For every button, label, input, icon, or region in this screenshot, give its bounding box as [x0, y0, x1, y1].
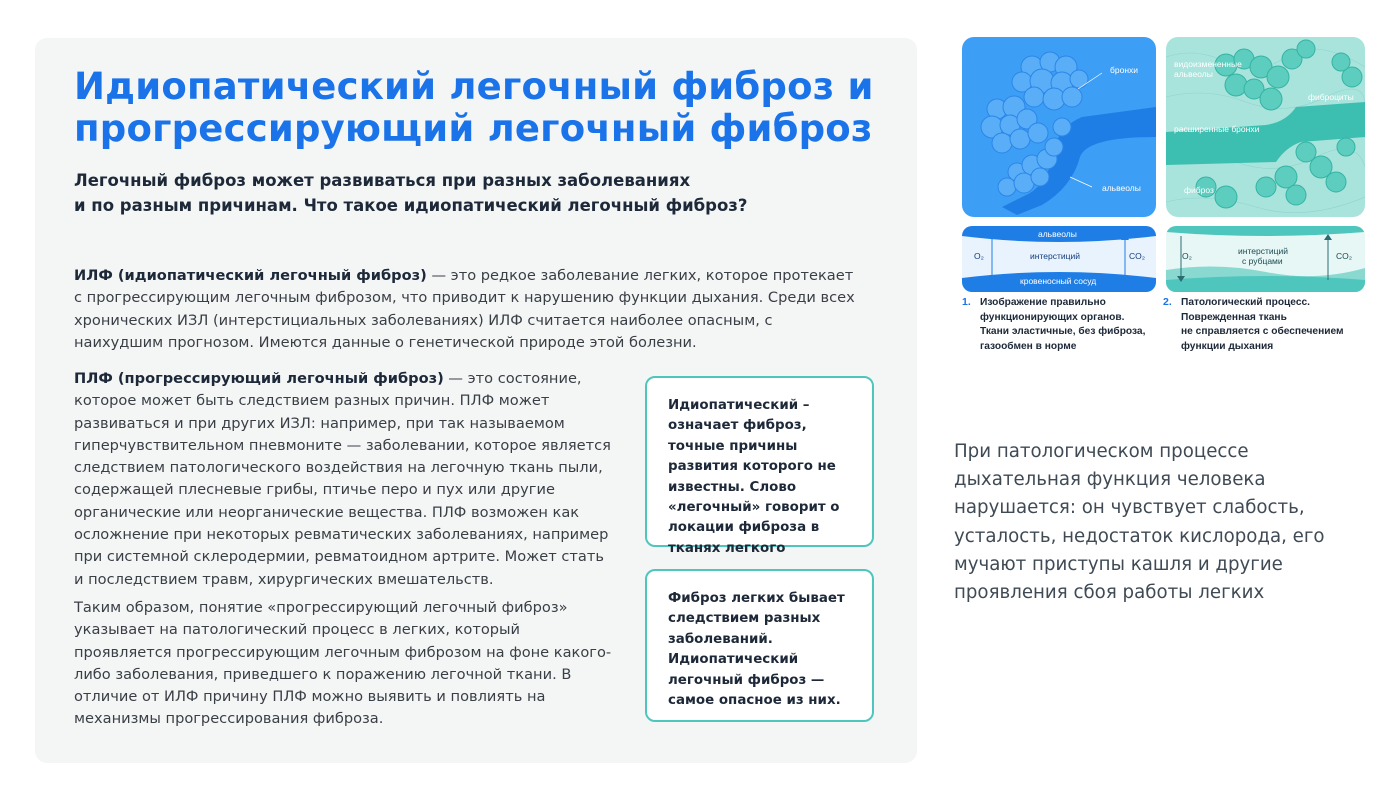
healthy-lung-illustration [962, 37, 1156, 217]
caption-2-line-2: Поврежденная ткань [1181, 311, 1287, 323]
label-cross-o2: O₂ [974, 251, 984, 261]
symptoms-text: При патологическом процессе дыхательная функция человека нарушается: он чувствует слабость, усталость, недостаток кислорода, его мучают приступы кашля и другие проявления сбоя работы легких [954, 441, 1325, 604]
page-subtitle [74, 168, 794, 218]
plf-term: ПЛФ (прогрессирующий легочный фиброз) [74, 370, 444, 387]
label-bronchi: бронхи [1110, 65, 1139, 75]
subtitle-line-1: Легочный фиброз может развиваться при разных заболеваниях [74, 171, 691, 190]
label-cross-vessel: кровеносный сосуд [1020, 276, 1097, 286]
label-cross-pathology-o2: O₂ [1182, 251, 1192, 261]
callout-fibrosis-causes: Фиброз легких бывает следствием разных заболеваний. Идиопатический легочный фиброз — самое опасное из них. [645, 569, 874, 722]
ilf-text: — это редкое заболевание легких, которое протекает с прогрессирующим легочным фиброзом, что приводит к нарушению функции дыхания. Среди всех хронических ИЗЛ (интерстициальных заболеваниях) ИЛФ считается наиболее опасным, с наихудшим прогнозом. Имеются данные о генетической природе этой болезни. [74, 267, 855, 351]
healthy-cross-section [962, 226, 1156, 292]
label-fibrocytes: фиброциты [1308, 92, 1354, 102]
caption-1-line-3: Ткани эластичные, без фиброза, [980, 326, 1146, 338]
plf-text: — это состояние, которое может быть следствием разных причин. ПЛФ может развиваться и при других ИЗЛ: например, при так называемом гиперчувствительном пневмоните — заболевании, которое является следствием патологического воздействия на легочную ткань пыли, содержащей плесневые грибы, птичье перо и пух или другие органические или неорганические вещества. ПЛФ возможен как осложнение при некоторых ревматических заболеваниях, например при системной склеродермии, ревматоидном артрите. Может стать и последствием травм, хирургических вмешательств. [74, 370, 611, 588]
caption-2-line-1: Патологический процесс. [1181, 297, 1310, 308]
caption-2-number: 2. [1163, 296, 1172, 308]
label-fibrosis: фиброз [1184, 185, 1214, 195]
caption-1-line-2: функционирующих органов. [980, 311, 1125, 323]
page-title: Идиопатический легочный фиброз и прогрессирующий легочный фиброз [74, 65, 874, 150]
label-cross-interstitium: интерстиций [1030, 251, 1080, 261]
label-alveoli: альвеолы [1102, 183, 1141, 193]
label-cross-co2: CO₂ [1129, 251, 1146, 261]
subtitle-line-2: и по разным причинам. Что такое идиопатический легочный фиброз? [74, 196, 748, 215]
callout-idiopathic: Идиопатический – означает фиброз, точные причины развития которого не известны. Слово «легочный» говорит о локации фиброза в тканях легкого [645, 376, 874, 547]
plf-paragraph [74, 368, 614, 591]
label-modified-alveoli-2: альвеолы [1174, 69, 1213, 79]
caption-2 [1181, 296, 1366, 354]
pathology-cross-section [1166, 226, 1365, 292]
caption-2-line-4: функции дыхания [1181, 340, 1274, 352]
caption-1-line-4: газообмен в норме [980, 340, 1077, 352]
label-cross-pathology-interstitium-2: с рубцами [1242, 256, 1283, 266]
label-cross-pathology-interstitium-1: интерстиций [1238, 246, 1288, 256]
caption-1-number: 1. [962, 296, 971, 308]
pathology-lung-illustration [1166, 37, 1365, 217]
ilf-paragraph [74, 265, 864, 354]
ilf-term: ИЛФ (идиопатический легочный фиброз) [74, 267, 427, 284]
label-cross-pathology-co2: CO₂ [1336, 251, 1353, 261]
label-dilated-bronchi: расширенные бронхи [1174, 124, 1260, 134]
label-cross-alveoli: альвеолы [1038, 229, 1077, 239]
caption-2-line-3: не справляется с обеспечением [1181, 326, 1344, 338]
conclusion-paragraph: Таким образом, понятие «прогрессирующий легочный фиброз» указывает на патологический процесс в легких, который проявляется прогрессирующим легочным фиброзом на фоне какого-либо заболевания, приведшего к поражению легочной ткани. В отличие от ИЛФ причину ПЛФ можно выявить и повлиять на механизмы прогрессирования фиброза. [74, 599, 612, 728]
caption-1-line-1: Изображение правильно [980, 297, 1106, 308]
label-modified-alveoli-1: видоизмененные [1174, 59, 1242, 69]
caption-1 [980, 296, 1160, 354]
